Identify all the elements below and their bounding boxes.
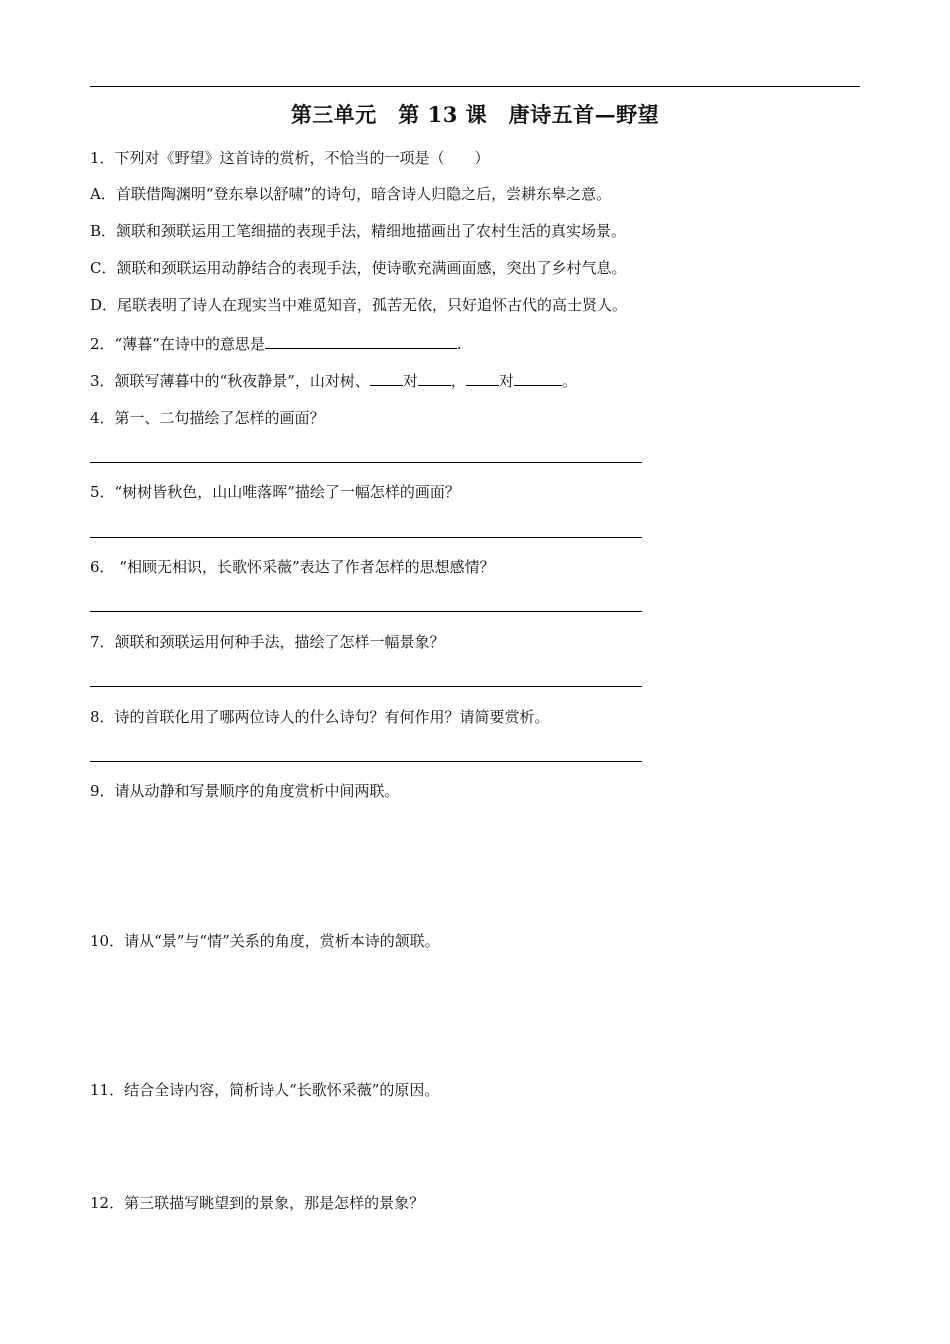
question-10: 10．请从“景”与“情”关系的角度，赏析本诗的颔联。: [90, 932, 440, 950]
answer-line[interactable]: [90, 537, 642, 538]
question-8: 8．诗的首联化用了哪两位诗人的什么诗句？有何作用？请简要赏析。: [90, 708, 550, 726]
question-2-end: .: [456, 335, 462, 353]
question-1-option-b: B．颔联和颈联运用工笔细描的表现手法，精细地描画出了农村生活的真实场景。: [90, 222, 627, 240]
question-11: 11．结合全诗内容，简析诗人“长歌怀采薇”的原因。: [90, 1081, 440, 1099]
question-3-end: 。: [561, 372, 577, 390]
question-4: 4．第一、二句描绘了怎样的画面？: [90, 409, 325, 427]
question-3: [90, 370, 577, 391]
answer-blank[interactable]: [418, 370, 451, 386]
question-7: 7．颔联和颈联运用何种手法，描绘了怎样一幅景象？: [90, 633, 445, 651]
question-3-dui-2: 对: [498, 372, 514, 390]
question-1-option-c: C．颔联和颈联运用动静结合的表现手法，使诗歌充满画面感，突出了乡村气息。: [90, 259, 627, 277]
answer-line[interactable]: [90, 686, 642, 687]
answer-line[interactable]: [90, 761, 642, 762]
answer-blank[interactable]: [514, 370, 562, 386]
question-2: [90, 333, 462, 354]
question-9: 9．请从动静和写景顺序的角度赏析中间两联。: [90, 782, 400, 800]
question-3-text: 3．颔联写薄暮中的“秋夜静景”，山对树、: [90, 372, 370, 390]
answer-line[interactable]: [90, 462, 642, 463]
answer-blank[interactable]: [265, 333, 457, 349]
question-2-text: 2．“薄暮”在诗中的意思是: [90, 335, 265, 353]
answer-blank[interactable]: [466, 370, 499, 386]
question-1-option-a: A．首联借陶渊明“登东皋以舒啸”的诗句，暗含诗人归隐之后，尝耕东皋之意。: [90, 185, 612, 203]
question-3-comma: ，: [450, 372, 466, 390]
answer-line[interactable]: [90, 611, 642, 612]
page-title: 第三单元 第 13 课 唐诗五首—野望: [290, 102, 660, 127]
answer-blank[interactable]: [370, 370, 403, 386]
question-3-dui-1: 对: [402, 372, 418, 390]
question-12: 12．第三联描写眺望到的景象，那是怎样的景象？: [90, 1194, 425, 1212]
question-1-option-d: D．尾联表明了诗人在现实当中难觅知音，孤苦无依，只好追怀古代的高士贤人。: [90, 296, 628, 314]
question-1-stem: 1．下列对《野望》这首诗的赏析，不恰当的一项是（ ）: [90, 149, 490, 167]
question-6: 6． “相顾无相识，长歌怀采薇”表达了作者怎样的思想感情？: [90, 558, 495, 576]
question-5: 5．“树树皆秋色，山山唯落晖”描绘了一幅怎样的画面？: [90, 483, 460, 501]
top-rule: [90, 86, 860, 87]
